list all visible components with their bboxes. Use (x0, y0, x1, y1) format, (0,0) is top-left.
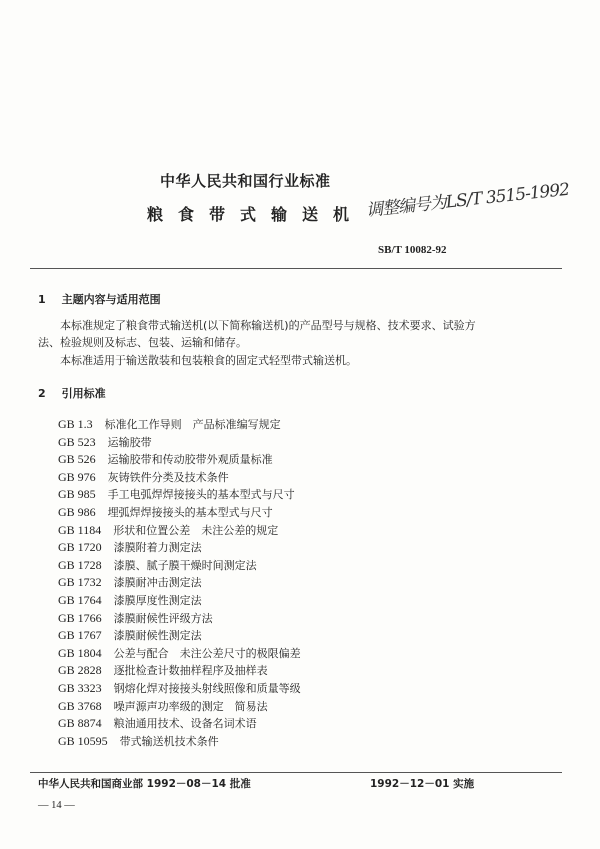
reference-code: GB 1184 (58, 522, 102, 537)
reference-title: 噪声源声功率级的测定 简易法 (113, 699, 268, 713)
reference-code: GB 1804 (58, 645, 102, 660)
reference-code: GB 976 (58, 469, 96, 484)
reference-code: GB 1766 (58, 610, 102, 625)
handwritten-note: 调整编号为LS/T 3515-1992 (365, 179, 570, 221)
doc-title: 粮食带式输送机 (147, 205, 365, 224)
reference-item (58, 592, 301, 610)
reference-title: 逐批检查计数抽样程序及抽样表 (113, 664, 268, 678)
reference-title: 钢熔化焊对接接头射线照像和质量等级 (113, 681, 301, 695)
reference-item (58, 434, 301, 452)
reference-code: GB 985 (58, 487, 96, 502)
reference-item (58, 680, 301, 698)
reference-code: GB 523 (58, 434, 96, 449)
section-number: 1 (38, 293, 46, 306)
reference-code: GB 10595 (58, 733, 108, 748)
reference-code: GB 8874 (58, 716, 102, 731)
reference-item (58, 557, 301, 575)
reference-item (58, 539, 301, 557)
reference-code: GB 1728 (58, 557, 102, 572)
section-number: 2 (38, 387, 46, 400)
reference-item (58, 610, 301, 628)
reference-title: 漆膜附着力测定法 (113, 541, 202, 555)
reference-item (58, 733, 301, 751)
reference-code: GB 1764 (58, 592, 102, 607)
reference-code: GB 1720 (58, 540, 102, 555)
reference-title: 运输胶带 (107, 435, 152, 449)
reference-list (58, 416, 301, 750)
footer-rule (30, 772, 562, 773)
reference-code: GB 1732 (58, 575, 102, 590)
reference-title: 漆膜耐冲击测定法 (113, 576, 202, 590)
reference-item (58, 504, 301, 522)
paragraph-line: 法、检验规则及标志、包装、运输和储存。 (38, 336, 247, 349)
reference-item (58, 469, 301, 487)
reference-code: GB 2828 (58, 663, 102, 678)
reference-item (58, 486, 301, 504)
reference-title: 标准化工作导则 产品标准编写规定 (104, 418, 281, 431)
reference-item (58, 698, 301, 716)
reference-title: 带式输送机技术条件 (119, 734, 219, 748)
reference-item (58, 662, 301, 680)
reference-title: 漆膜耐候性评级方法 (113, 611, 213, 625)
standard-code: SB/T 10082-92 (378, 244, 447, 256)
page-number: — 14 — (38, 800, 75, 811)
org-title: 中华人民共和国行业标准 (160, 172, 331, 190)
reference-title: 手工电弧焊焊接接头的基本型式与尺寸 (107, 488, 295, 502)
reference-title: 埋弧焊焊接接头的基本型式与尺寸 (107, 505, 273, 519)
reference-title: 形状和位置公差 未注公差的规定 (113, 523, 279, 537)
reference-title: 公差与配合 未注公差尺寸的极限偏差 (113, 646, 301, 660)
reference-code: GB 986 (58, 504, 96, 519)
reference-item (58, 627, 301, 645)
reference-title: 漆膜耐候性测定法 (113, 629, 202, 643)
paragraph: 本标准适用于输送散装和包装粮食的固定式轻型带式输送机。 (60, 354, 357, 367)
reference-item (58, 416, 301, 434)
reference-code: GB 3323 (58, 680, 102, 695)
approval-date: 中华人民共和国商业部 1992－08－14 批准 (38, 778, 251, 790)
reference-code: GB 3768 (58, 698, 102, 713)
reference-title: 灰铸铁件分类及技术条件 (107, 470, 229, 484)
reference-item (58, 645, 301, 663)
reference-item (58, 451, 301, 469)
reference-code: GB 1767 (58, 628, 102, 643)
reference-item (58, 574, 301, 592)
header-rule (30, 268, 562, 269)
section-title: 引用标准 (61, 387, 106, 400)
reference-title: 粮油通用技术、设备名词术语 (113, 717, 257, 731)
section-1-heading (38, 291, 161, 307)
reference-code: GB 1.3 (58, 417, 93, 431)
reference-code: GB 526 (58, 452, 96, 467)
effective-date: 1992－12－01 实施 (370, 778, 475, 790)
reference-title: 漆膜、腻子膜干燥时间测定法 (113, 558, 257, 572)
reference-title: 漆膜厚度性测定法 (113, 593, 202, 607)
reference-item (58, 522, 301, 540)
paragraph-line: 本标准规定了粮食带式输送机(以下简称输送机)的产品型号与规格、技术要求、试验方 (60, 319, 476, 332)
reference-item (58, 715, 301, 733)
reference-title: 运输胶带和传动胶带外观质量标准 (107, 453, 273, 467)
section-2-heading (38, 385, 106, 401)
section-title: 主题内容与适用范围 (61, 293, 161, 306)
